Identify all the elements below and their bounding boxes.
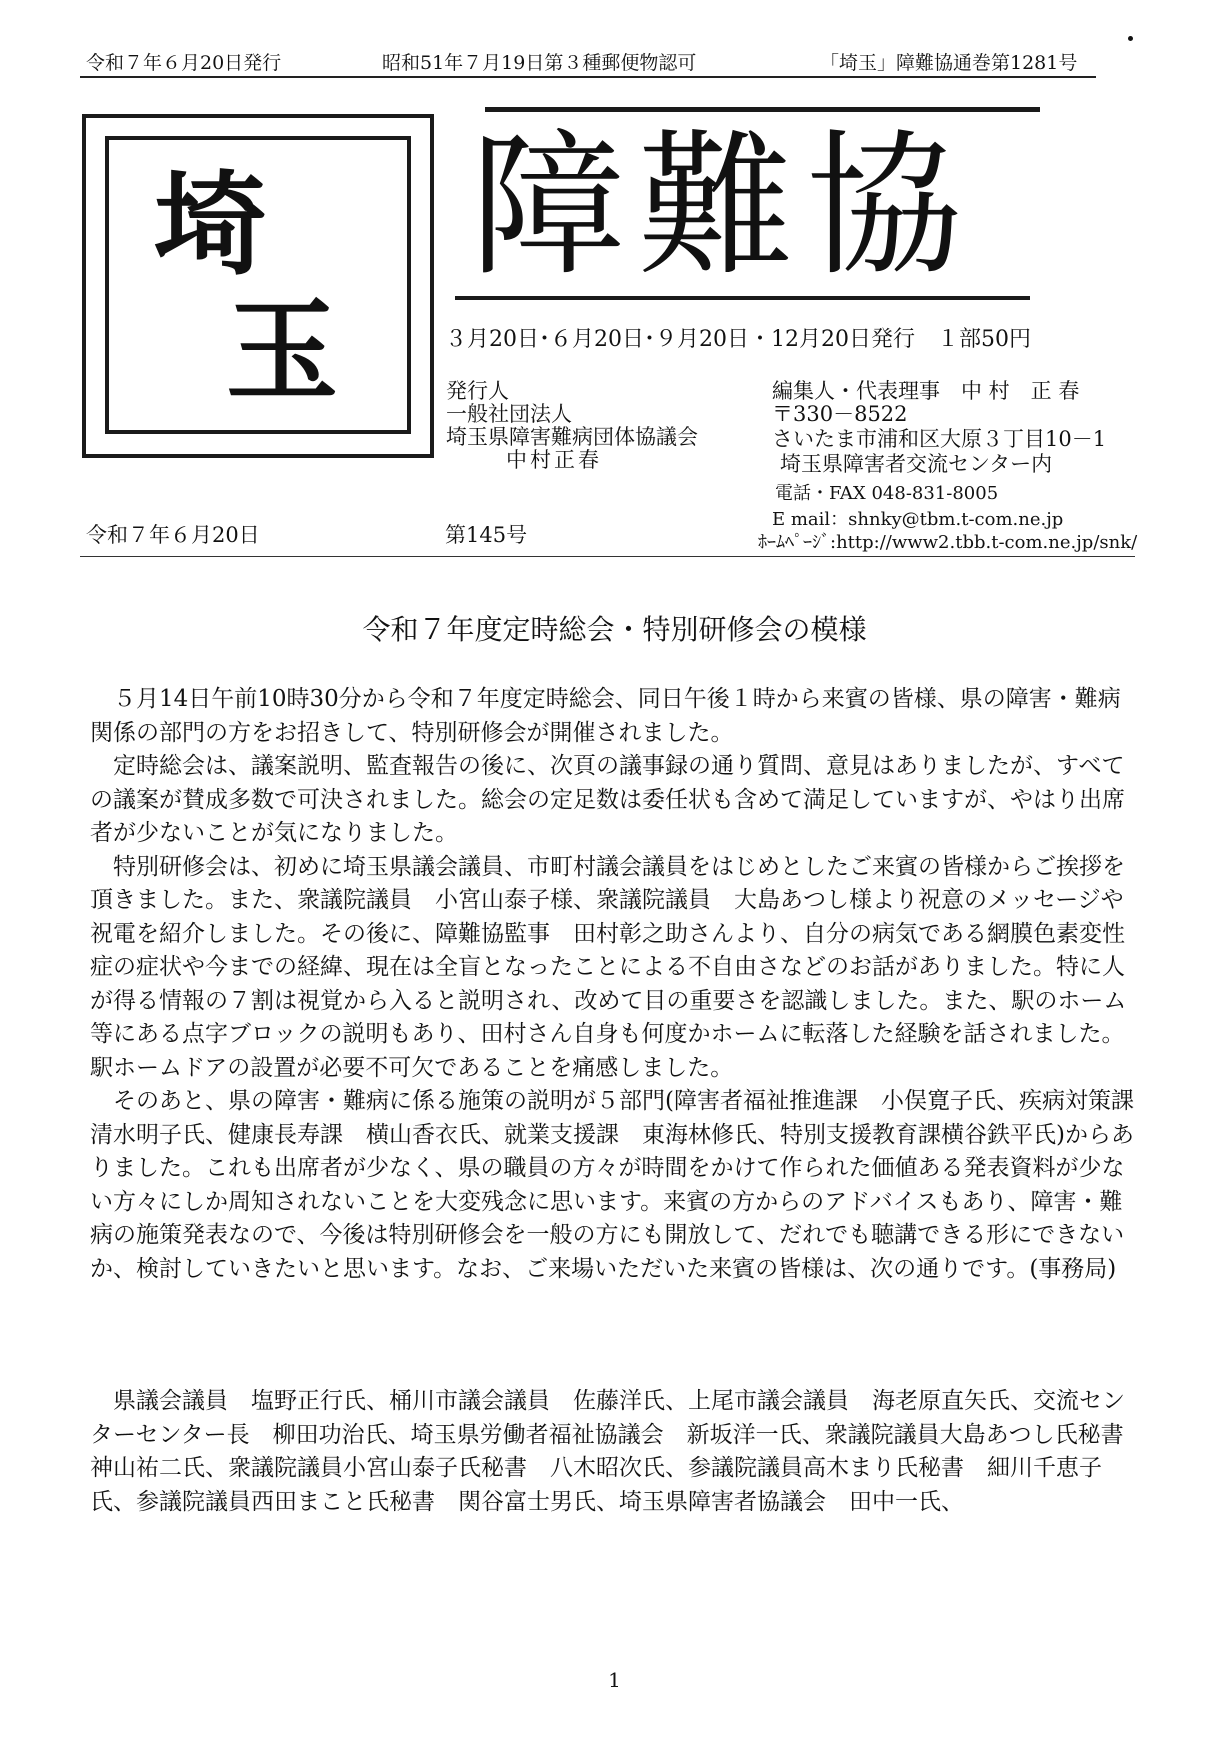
serial-number: 「埼玉」障難協通巻第1281号 [820,52,1078,74]
issued-date: 令和７年６月20日発行 [86,52,282,74]
article-paragraph: そのあと、県の障害・難病に係る施策の説明が５部門(障害者福祉推進課 小俣寛子氏、疾病対策課 清水明子氏、健康長寿課 横山香衣氏、就業支援課 東海林修氏、特別支援教育課横谷鉄平氏)からありました。これも出席者が少なく、県の職員の方々が時間をかけて作られた価値ある発表資料が少ない方々にしか周知されないことを大変残念に思います。来賓の方からのアドバイスもあり、障害・難病の施策発表なので、今後は特別研修会を一般の方にも開放して、だれでも聴講できる形にできないか、検討していきたいと思います。なお、ご来場いただいた来賓の皆様は、次の通りです。(事務局) [90,1088,1157,1282]
issue-number: 第145号 [445,523,528,547]
publisher-label: 発行人 [446,379,509,403]
stray-dot [1128,36,1133,41]
page-number: 1 [608,1668,621,1692]
masthead-top-bar [485,107,1040,112]
homepage: ﾎｰﾑﾍﾟｰｼﾞ:http://www2.tbb.t-com.ne.jp/snk/ [758,532,1138,553]
publisher-org-name: 埼玉県障害難病団体協議会 [446,425,698,449]
article-body [90,683,1157,1286]
email: E mail：shnky@tbm.t-com.ne.jp [772,509,1064,530]
publisher-org-type: 一般社団法人 [446,402,572,426]
article-headline: 令和７年度定時総会・特別研修会の模様 [362,613,867,646]
editor-role: 編集人・代表理事 中 村 正 春 [772,379,1080,403]
article-paragraph: 特別研修会は、初めに埼玉県議会議員、市町村議会議員をはじめとしたご来賓の皆様からご挨拶を頂きました。また、衆議院議員 小宮山泰子様、衆議院議員 大島あつし様より祝意のメッセージや祝電を紹介しました。その後に、障難協監事 田村彰之助さんより、自分の病気である網膜色素変性症の症状や今までの経緯、現在は全盲となったことによる不自由さなどのお話がありました。特に人が得る情報の７割は視覚から入ると説明され、改めて目の重要さを認識しました。また、駅のホーム等にある点字ブロックの説明もあり、田村さん自身も何度かホームに転落した経験を話されました。駅ホームドアの設置が必要不可欠であることを痛感しました。 [90,853,1127,1081]
publisher-person: 中村正春 [506,448,602,472]
issue-schedule: ３月20日･６月20日･９月20日・12月20日発行 １部50円 [445,327,1031,352]
article-paragraph: 定時総会は、議案説明、監査報告の後に、次頁の議事録の通り質問、意見はありましたが、すべての議案が賛成多数で可決されました。総会の定足数は委任状も含めて満足していますが、やはり出席者が少ないことが気になりました。 [90,753,1125,846]
masthead-bottom-bar [455,296,1030,300]
header-rule [80,556,1135,557]
address: さいたま市浦和区大原３丁目10－1 [772,427,1107,451]
issue-date: 令和７年６月20日 [86,523,260,547]
postal-code: 〒330－8522 [772,402,908,426]
guest-list-text: 県議会議員 塩野正行氏、桶川市議会議員 佐藤洋氏、上尾市議会議員 海老原直矢氏、交流センターセンター長 柳田功治氏、埼玉県労働者福祉協議会 新坂洋一氏、衆議院議員大島あつし氏秘書 神山祐二氏、衆議院議員小宮山泰子氏秘書 八木昭次氏、参議院議員高木まり氏秘書 細川千恵子氏、参議院議員西田まこと氏秘書 関谷富士男氏、埼玉県障害者協議会 田中一氏、 [90,1388,1147,1515]
postal-permit: 昭和51年７月19日第３種郵便物認可 [382,52,697,74]
address-building: 埼玉県障害者交流センター内 [780,452,1053,476]
seal-char-tama: 玉 [226,287,338,417]
phone-fax: 電話・FAX 048-831-8005 [775,483,999,504]
seal-char-sai: 埼 [154,161,266,291]
top-rule [80,76,1096,78]
guest-list [90,1385,1147,1519]
article-paragraph: ５月14日午前10時30分から令和７年度定時総会、同日午後１時から来賓の皆様、県の障害・難病関係の部門の方をお招きして、特別研修会が開催されました。 [90,686,1121,746]
masthead-title: 障難協 [470,115,974,297]
